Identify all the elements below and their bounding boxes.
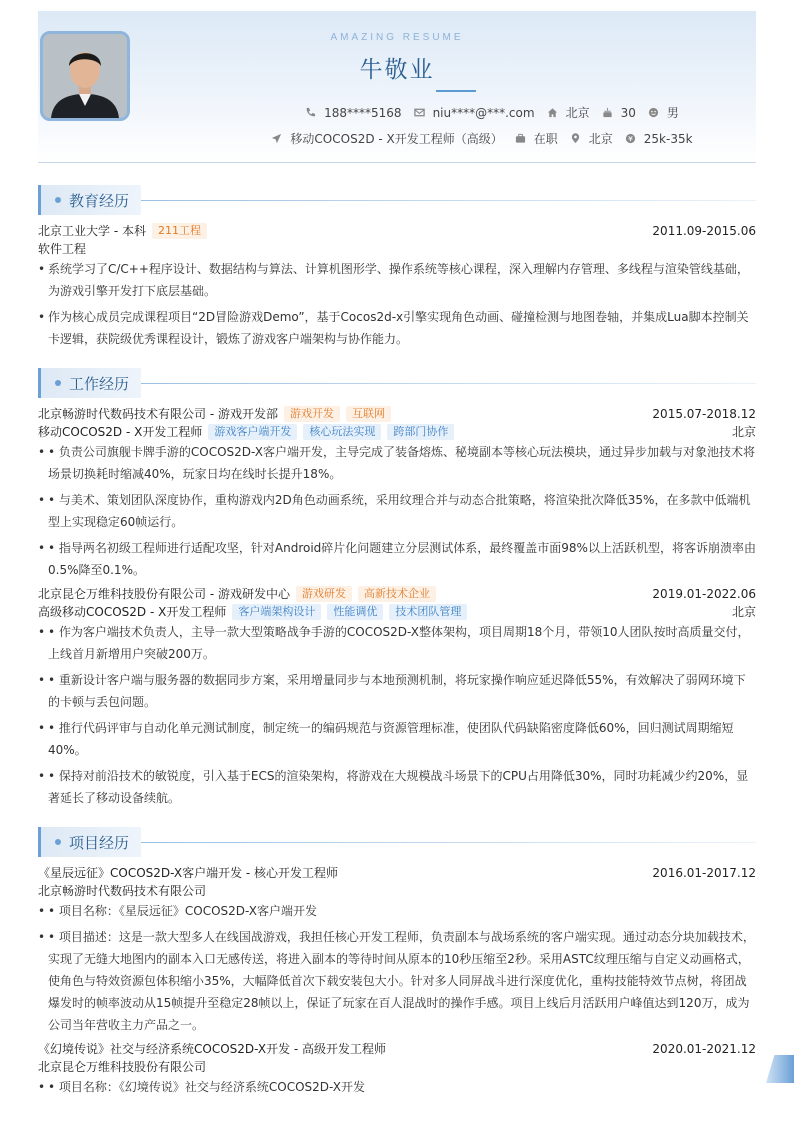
company-line: 北京畅游时代数码技术有限公司 - 游戏开发部	[38, 407, 278, 421]
corner-decoration	[766, 1055, 794, 1083]
candidate-name: 牛敬业	[359, 57, 435, 83]
section-divider	[141, 842, 756, 843]
section-education-header	[38, 185, 756, 215]
list-item: • • 重新设计客户端与服务器的数据同步方案，采用增量同步与本地预测机制，将玩家操作响应延迟降低55%，有效解决了弱网环境下的卡顿与丢包问题。	[38, 669, 756, 713]
status-item	[515, 130, 558, 147]
list-item: • • 保持对前沿技术的敏锐度，引入基于ECS的渲染架构，将游戏在大规模战斗场景下的CPU占用降低30%，同时功耗减少约20%，显著延长了移动设备续航。	[38, 765, 756, 809]
job-role: 移动COCOS2D - X开发工程师	[38, 425, 203, 439]
resume-header	[38, 11, 756, 163]
status-value: 在职	[533, 132, 558, 146]
section-title: 工作经历	[69, 374, 130, 393]
section-dot-icon	[55, 380, 61, 386]
job-dates: 2019.01-2022.06	[652, 586, 756, 601]
project-company-row	[38, 882, 756, 899]
gender-item	[648, 104, 679, 121]
list-item: • • 项目名称：《星辰远征》COCOS2D-X客户端开发	[38, 900, 756, 922]
skill-tag: 核心玩法实现	[303, 424, 381, 440]
project-header-row	[38, 864, 756, 881]
job-header-row	[38, 405, 756, 422]
phone-icon	[305, 107, 316, 118]
location-pin-icon	[570, 133, 581, 144]
company-line: 北京昆仑万维科技股份有限公司 - 游戏研发中心	[38, 587, 290, 601]
briefcase-icon	[515, 133, 526, 144]
project-company-row	[38, 1058, 756, 1075]
list-item: • • 指导两名初级工程师进行适配攻坚，针对Android碎片化问题建立分层测试体系，最终覆盖市面98%以上活跃机型，将客诉崩溃率由0.5%降至0.1%。	[38, 537, 756, 581]
list-item: • 系统学习了C/C++程序设计、数据结构与算法、计算机图形学、操作系统等核心课程，深入理解内存管理、多线程与渲染管线基础，为游戏引擎开发打下底层基础。	[38, 258, 756, 302]
school-line: 北京工业大学 - 本科	[38, 224, 146, 238]
list-item: • • 项目名称：《幻境传说》社交与经济系统COCOS2D-X开发	[38, 1076, 756, 1098]
name-underline	[436, 90, 476, 92]
send-icon	[271, 133, 282, 144]
major-row	[38, 240, 756, 257]
list-item: • • 作为客户端技术负责人，主导一款大型策略战争手游的COCOS2D-X整体架构，项目周期18个月，带领10人团队按时高质量交付，上线首月新增用户突破200万。	[38, 621, 756, 665]
education-dates: 2011.09-2015.06	[652, 223, 756, 238]
list-item: • • 项目描述：这是一款大型多人在线国战游戏，我担任核心开发工程师，负责副本与战场系统的客户端实现。通过动态分块加载技术，实现了无缝大地图内的副本入口无感传送，将进入副本的等待时间从原本的10秒压缩至2秒。采用ASTC纹理压缩与自定义动画格式，使角色与特效资源包体积缩小35%，大幅降低首次下载安装包大小。针对多人同屏战斗进行深度优化，重构技能特效节点树，将团战爆发时的帧率波动从15帧提升至稳定28帧以上，保证了玩家在百人混战时的操作手感。项目上线后月活跃用户峰值达到120万，成为公司当年营收主力产品之一。	[38, 926, 756, 1036]
project-dates: 2020.01-2021.12	[652, 1041, 756, 1056]
section-title: 项目经历	[69, 833, 130, 852]
job-header-row	[38, 585, 756, 602]
salary-item	[625, 132, 693, 146]
money-icon	[625, 133, 636, 144]
email-item	[414, 106, 535, 120]
job-city: 北京	[731, 605, 756, 619]
industry-tag: 游戏研发	[296, 586, 352, 602]
project-company: 北京昆仑万维科技股份有限公司	[38, 1060, 207, 1074]
project-header-row	[38, 1040, 756, 1057]
school-tag: 211工程	[152, 223, 207, 239]
list-item: • • 与美术、策划团队深度协作，重构游戏内2D角色动画系统，采用纹理合并与动态合批策略，将渲染批次降低35%，在多款中低端机型上实现稳定60帧运行。	[38, 489, 756, 533]
section-divider	[141, 383, 756, 384]
mail-icon	[414, 107, 425, 118]
contact-row	[38, 104, 756, 121]
job-role-row	[38, 603, 756, 620]
job-dates: 2015.07-2018.12	[652, 406, 756, 421]
phone-value: 188****5168	[324, 105, 402, 120]
section-title-box	[38, 368, 141, 398]
position-item	[271, 130, 502, 147]
skill-tag: 性能调优	[327, 604, 383, 620]
project-title: 《星辰远征》COCOS2D-X客户端开发 - 核心开发工程师	[38, 866, 339, 880]
city-value: 北京	[565, 106, 590, 120]
list-item: • • 负责公司旗舰卡牌手游的COCOS2D-X客户端开发，主导完成了装备熔炼、秘境副本等核心玩法模块，通过异步加载与对象池技术将场景切换耗时缩减40%，玩家日均在线时长提升18%。	[38, 441, 756, 485]
project-dates: 2016.01-2017.12	[652, 865, 756, 880]
location-item	[570, 130, 613, 147]
major: 软件工程	[38, 242, 87, 256]
job-intent-row	[38, 130, 756, 147]
section-work-header	[38, 368, 756, 398]
industry-tag: 游戏开发	[284, 406, 340, 422]
skill-tag: 跨部门协作	[387, 424, 454, 440]
section-title-box	[38, 185, 141, 215]
list-item: • • 推行代码评审与自动化单元测试制度，制定统一的编码规范与资源管理标准，使团队代码缺陷密度降低60%，回归测试周期缩短40%。	[38, 717, 756, 761]
age-value: 30	[620, 105, 636, 120]
position-value: 移动COCOS2D - X开发工程师（高级）	[290, 132, 503, 146]
section-divider	[141, 200, 756, 201]
age-item	[602, 106, 636, 120]
gender-icon	[648, 107, 659, 118]
project-company: 北京畅游时代数码技术有限公司	[38, 884, 207, 898]
skill-tag: 游戏客户端开发	[208, 424, 297, 440]
industry-tag: 高新技术企业	[358, 586, 436, 602]
skill-tag: 客户端架构设计	[232, 604, 321, 620]
job-city: 北京	[731, 425, 756, 439]
phone-item	[305, 106, 401, 120]
location-value: 北京	[588, 132, 613, 146]
resume-eyebrow: AMAZING RESUME	[330, 32, 464, 43]
section-dot-icon	[55, 839, 61, 845]
job-role: 高级移动COCOS2D - X开发工程师	[38, 605, 227, 619]
project-title: 《幻境传说》社交与经济系统COCOS2D-X开发 - 高级开发工程师	[38, 1042, 387, 1056]
salary-value: 25k-35k	[643, 131, 693, 146]
section-title-box	[38, 827, 141, 857]
job-role-row	[38, 423, 756, 440]
section-title: 教育经历	[69, 191, 130, 210]
email-value: niu****@***.com	[432, 105, 535, 120]
list-item: • 作为核心成员完成课程项目“2D冒险游戏Demo”，基于Cocos2d-x引擎实现角色动画、碰撞检测与地图卷轴，并集成Lua脚本控制关卡逻辑，获院级优秀课程设计，锻炼了游戏客户端架构与协作能力。	[38, 306, 756, 350]
skill-tag: 技术团队管理	[389, 604, 467, 620]
section-projects-header	[38, 827, 756, 857]
home-icon	[547, 107, 558, 118]
city-item	[547, 104, 590, 121]
industry-tag: 互联网	[346, 406, 391, 422]
education-header-row	[38, 222, 756, 239]
cake-icon	[602, 107, 613, 118]
gender-value: 男	[666, 106, 679, 120]
section-dot-icon	[55, 197, 61, 203]
